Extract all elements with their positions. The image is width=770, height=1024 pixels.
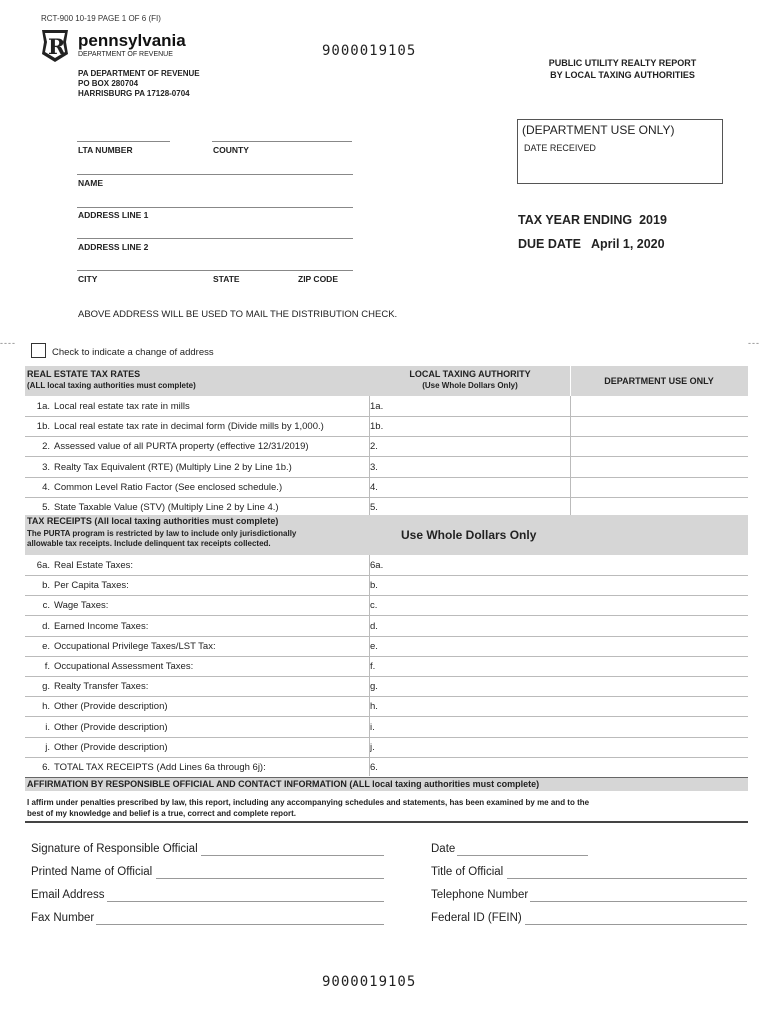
lta-line-number: h. [370,701,378,713]
report-title: PUBLIC UTILITY REALTY REPORT BY LOCAL TAXING AUTHORITIES [548,58,697,80]
cut-mark-right: --- [748,338,760,348]
rates-header: REAL ESTATE TAX RATES (ALL local taxing authorities must complete) LOCAL TAXING AUTHORITY (Use Whole Dollars Only) DEPARTMENT USE ONLY [25,366,748,396]
line-label: Other (Provide description) [54,701,168,713]
fein-field[interactable]: Federal ID (FEIN) [431,912,522,924]
signature-field[interactable]: Signature of Responsible Official [31,843,198,855]
lta-line-number: 5. [370,502,378,513]
line-label: State Taxable Value (STV) (Multiply Line 2 by Line 4.) [54,502,279,513]
fax-field[interactable]: Fax Number [31,912,95,924]
lta-line-number: 6. [370,762,378,773]
line-number: 5. [42,502,50,513]
form-line-row[interactable] [25,416,748,437]
line-number: g. [42,681,50,693]
date-field[interactable]: Date [431,843,456,855]
form-line-row[interactable] [25,396,748,417]
form-line-row[interactable] [25,636,748,657]
line-label: Other (Provide description) [54,721,168,733]
form-line-row[interactable] [25,616,748,637]
lta-line-number: j. [370,741,375,753]
mailing-address: PA DEPARTMENT OF REVENUE PO BOX 280704 HARRISBURG PA 17128-0704 [78,69,200,98]
lta-line-number: e. [370,640,378,652]
change-address-checkbox[interactable] [31,343,46,358]
lta-line-number: 3. [370,461,378,473]
line-label: Realty Transfer Taxes: [54,681,149,693]
line-number: i. [45,721,50,733]
line-label: Earned Income Taxes: [54,620,149,632]
line-number: d. [42,620,50,632]
lta-line-number: 6a. [370,560,384,571]
city-field[interactable]: CITY [78,274,98,284]
line-label: TOTAL TAX RECEIPTS (Add Lines 6a through 6j): [54,762,266,773]
form-line-row[interactable] [25,457,748,478]
line-label: Assessed value of all PURTA property (effective 12/31/2019) [54,441,309,453]
tax-year-ending: TAX YEAR ENDING 2019 [518,213,667,227]
cut-mark-left: ---- [0,338,16,348]
address-note: ABOVE ADDRESS WILL BE USED TO MAIL THE DISTRIBUTION CHECK. [78,309,398,320]
affirmation-header: AFFIRMATION BY RESPONSIBLE OFFICIAL AND CONTACT INFORMATION (ALL local taxing authorities must complete) [25,777,748,791]
line-label: Local real estate tax rate in decimal form (Divide mills by 1,000.) [54,421,324,433]
line-number: c. [42,600,50,612]
line-label: Real Estate Taxes: [54,560,134,571]
lta-line-number: i. [370,721,375,733]
lta-line-number: b. [370,580,378,592]
lta-line-number: 2. [370,441,378,453]
lta-line-number: 1b. [370,421,384,433]
line-number: h. [42,701,50,713]
title-field[interactable]: Title of Official [431,866,504,878]
printed-name-field[interactable]: Printed Name of Official [31,866,153,878]
barcode-number-top: 9000019105 [322,43,417,59]
form-line-row[interactable] [25,575,748,596]
logo-name: pennsylvania [78,31,186,50]
form-line-row[interactable] [25,436,748,457]
line-number: f. [44,661,50,672]
receipts-header: TAX RECEIPTS (All local taxing authorities must complete) The PURTA program is restricted by law to include only jurisdictionally allowable tax receipts. Include delinquent tax receipts collected. Use Whole Dollars Only [25,515,748,555]
form-line-row[interactable] [25,696,748,717]
zip-code-field[interactable]: ZIP CODE [298,274,338,284]
email-field[interactable]: Email Address [31,889,105,901]
line-label: Occupational Assessment Taxes: [54,661,194,672]
address-line-2-field[interactable]: ADDRESS LINE 2 [78,242,149,252]
lta-line-number: 1a. [370,401,384,412]
lta-line-number: f. [370,661,376,672]
line-label: Common Level Ratio Factor (See enclosed schedule.) [54,481,283,493]
affirmation-text: I affirm under penalties prescribed by law, this report, including any accompanying schedules and statements, has been examined by me and to the best of my knowledge and belief is a true, correct and complete report. [27,798,590,818]
line-label: Other (Provide description) [54,741,168,753]
keystone-logo-icon [40,28,70,64]
form-line-row[interactable] [25,717,748,738]
department-use-box [517,119,723,184]
department-use-title: (DEPARTMENT USE ONLY) [522,123,675,137]
line-number: 2. [42,441,50,453]
name-field[interactable]: NAME [78,178,104,188]
form-id: RCT-900 10-19 PAGE 1 OF 6 (FI) [41,14,161,23]
line-number: 6. [42,762,50,773]
line-number: 3. [42,461,50,473]
change-address-label: Check to indicate a change of address [52,347,214,358]
line-label: Wage Taxes: [54,600,109,612]
form-line-row[interactable] [25,595,748,616]
form-line-row[interactable] [25,656,748,677]
logo-letter: R [48,34,66,59]
line-number: b. [42,580,50,592]
line-number: 1b. [36,421,50,433]
logo-dept: DEPARTMENT OF REVENUE [78,51,173,58]
due-date: DUE DATE April 1, 2020 [518,237,665,251]
form-line-row[interactable] [25,676,748,697]
line-number: e. [42,640,50,652]
date-received-label: DATE RECEIVED [524,143,596,153]
form-line-row[interactable] [25,477,748,498]
line-number: j. [45,741,50,753]
form-line-row[interactable] [25,757,748,778]
line-label: Per Capita Taxes: [54,580,129,592]
address-line-1-field[interactable]: ADDRESS LINE 1 [78,210,149,220]
line-label: Local real estate tax rate in mills [54,401,190,412]
telephone-field[interactable]: Telephone Number [431,889,529,901]
line-number: 6a. [36,560,50,571]
lta-line-number: c. [370,600,378,612]
line-label: Occupational Privilege Taxes/LST Tax: [54,640,216,652]
lta-line-number: 4. [370,481,378,493]
lta-number-field[interactable]: LTA NUMBER [78,145,133,155]
state-field[interactable]: STATE [213,274,240,284]
line-number: 1a. [36,401,50,412]
barcode-number-bottom: 9000019105 [322,974,417,990]
lta-line-number: g. [370,681,378,693]
county-field[interactable]: COUNTY [213,145,249,155]
line-label: Realty Tax Equivalent (RTE) (Multiply Line 2 by Line 1b.) [54,461,292,473]
form-line-row[interactable] [25,555,748,576]
form-line-row[interactable] [25,737,748,758]
line-number: 4. [42,481,50,493]
lta-line-number: d. [370,620,378,632]
